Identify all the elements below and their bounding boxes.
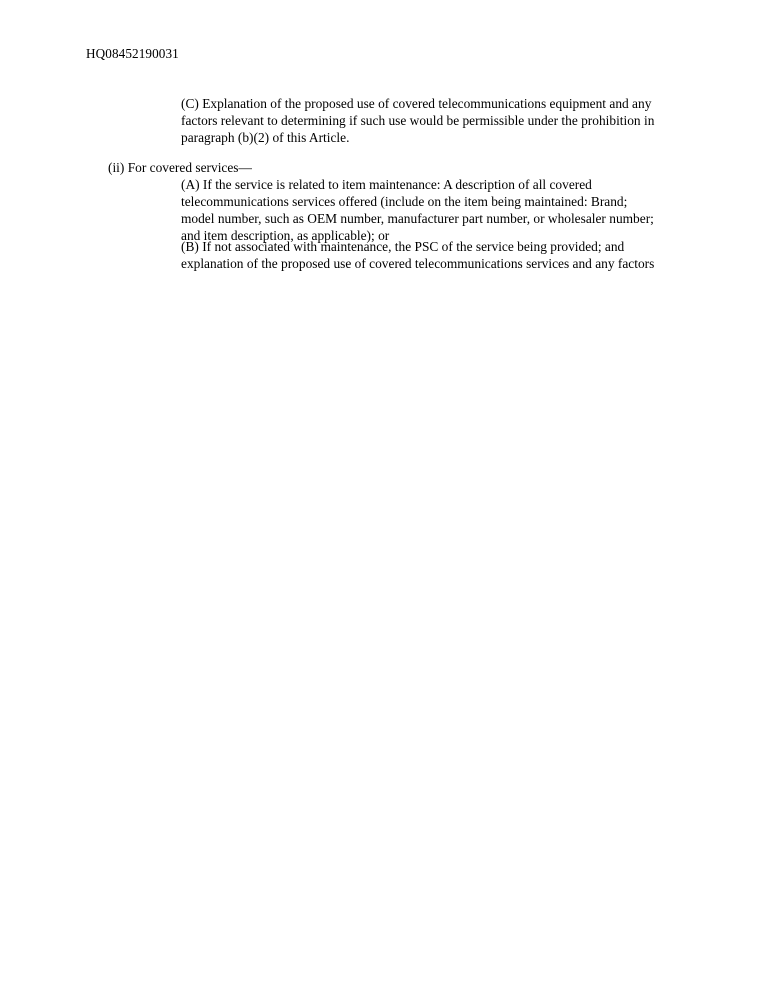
document-id-header: HQ08452190031: [86, 46, 179, 61]
paragraph-item-c: [181, 95, 654, 146]
paragraph-item-b: [181, 238, 654, 272]
item-a-line: and item description, as applicable); or: [181, 228, 390, 243]
item-a-line: model number, such as OEM number, manufacturer part number, or wholesaler number;: [181, 211, 654, 226]
covered-services-heading: (ii) For covered services—: [108, 160, 252, 175]
item-c-line: (C) Explanation of the proposed use of covered telecommunications equipment and any: [181, 96, 652, 111]
item-a-line: telecommunications services offered (include on the item being maintained: Brand;: [181, 194, 628, 209]
paragraph-item-a: [181, 176, 654, 244]
item-c-line: factors relevant to determining if such use would be permissible under the prohibition in: [181, 113, 655, 128]
item-b-line: explanation of the proposed use of covered telecommunications services and any factors: [181, 256, 655, 271]
item-b-line: (B) If not associated with maintenance, the PSC of the service being provided; and: [181, 239, 625, 254]
item-c-line: paragraph (b)(2) of this Article.: [181, 130, 350, 145]
item-a-line: (A) If the service is related to item maintenance: A description of all covered: [181, 177, 592, 192]
